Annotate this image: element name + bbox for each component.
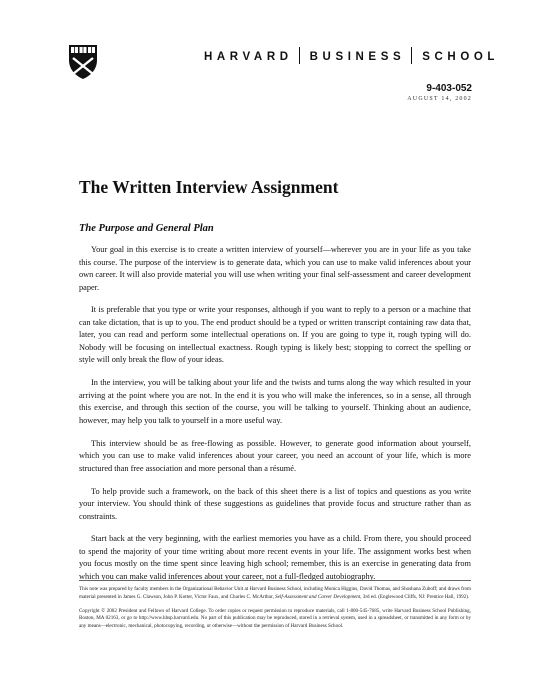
paragraph: To help provide such a framework, on the back of this sheet there is a list of topics and questions as you write your interview. You should think of these suggestions as guidelines that provide focus and structure rather than as constraints.: [79, 486, 471, 521]
authorship-note: [79, 586, 471, 601]
school-name-part-3: SCHOOL: [422, 51, 500, 63]
book-title: Self-Assessment and Career Development: [275, 593, 361, 600]
section-subtitle: The Purpose and General Plan: [79, 223, 214, 234]
school-name-part-1: HARVARD: [204, 51, 293, 63]
harvard-shield-icon: [68, 44, 98, 80]
school-name-divider: [411, 47, 412, 64]
authorship-note-text: This note was prepared by faculty members in the Organizational Behavior Unit at Harvard Business School, including Monica Higgins, David Thomas, and Shoshana Zuboff; and draws from material presented in James G. Clawson, John P. Kotter, Victor Faux, and Charles C. McArthur,: [79, 586, 471, 600]
school-name-part-2: BUSINESS: [309, 51, 406, 63]
page-header: [64, 44, 500, 84]
school-name: [204, 47, 499, 64]
school-name-divider: [299, 47, 300, 64]
paragraph: This interview should be as free-flowing as possible. However, to generate good information about yourself, which you can use to make valid inferences about your career, you need an account of your life, which is more structured than free association and more personal than a résumé.: [79, 438, 471, 473]
copyright-notice: Copyright © 2002 President and Fellows of Harvard College. To order copies or request permission to reproduce materials, call 1-800-545-7685, write Harvard Business School Publishing, Boston, MA 02163, or go to http://www.hbsp.harvard.edu. No part of this publication may be reproduced, stored in a retrieval system, used in a spreadsheet, or transmitted in any form or by any means—electronic, mechanical, photocopying, recording, or otherwise—without the permission of Harvard Business School.: [79, 607, 471, 629]
authorship-note-citation: , 3rd ed. (Englewood Cliffs, NJ: Prentice Hall, 1992).: [360, 593, 470, 600]
footnote-divider: [79, 580, 471, 581]
footnotes: [79, 586, 471, 637]
document-date: AUGUST 14, 2002: [407, 96, 472, 102]
body-text: [79, 244, 471, 594]
paragraph: Start back at the very beginning, with the earliest memories you have as a child. From there, you should proceed to spend the majority of your time writing about more recent events in your life. The assignment works best when you focus mostly on the time spent since leaving high school; remember, this is an exercise in generating data from which you can make valid inferences about your career, not a full-fledged autobiography.: [79, 534, 471, 581]
paragraph: Your goal in this exercise is to create a written interview of yourself—wherever you are in your life as you take this course. The purpose of the interview is to generate data, which you can use to make valid inferences about your own career. It will also provide material you will use when writing your final self-assessment and career development paper.: [79, 245, 471, 292]
document-number: 9-403-052: [426, 83, 472, 94]
paragraph: It is preferable that you type or write your responses, although if you want to reply to a person or a machine that can take dictation, that is up to you. The end product should be a typed or written transcript containing raw data that, later, you can read and perform some intellectual operations on. If you are going to type it, rough typing will do. Nobody will be focusing on intellectual exactness. Rough typing is likely best; stopping to correct the spelling or style will only break the flow of your ideas.: [79, 305, 471, 365]
page-title: The Written Interview Assignment: [79, 177, 339, 197]
paragraph: In the interview, you will be talking about your life and the twists and turns along the way which resulted in your arriving at the point where you are not. In the end it is you who will make the inferences, so in a sense, all through this exercise, and through this section of the course, you will be talking to yourself. Thinking about an audience, however, may help you talk to yourself in a more useful way.: [79, 378, 471, 425]
